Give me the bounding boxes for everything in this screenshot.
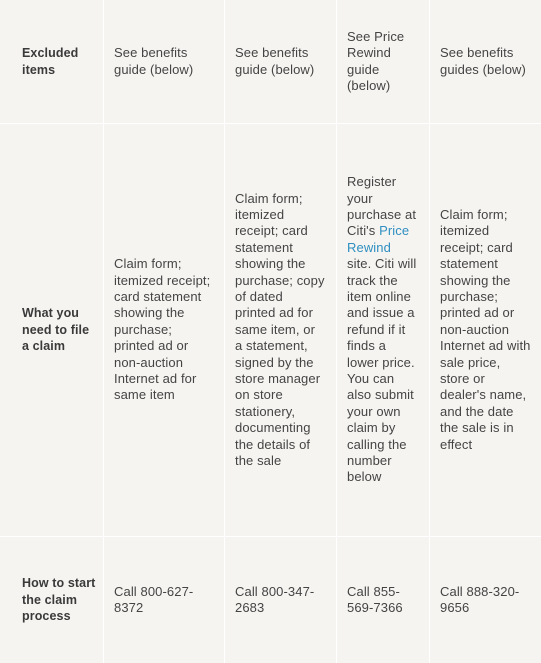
table-cell	[104, 0, 225, 124]
phone-number-text: Call 800-627-8372	[114, 583, 194, 615]
cell-text-after-link: site. Citi will track the item online and issue a refund if it finds a lower price. You can also submit your own claim by calling the number below	[347, 256, 417, 485]
table-cell	[225, 124, 337, 537]
price-rewind-link[interactable]: Price Rewind	[347, 223, 410, 255]
table-cell	[104, 537, 225, 663]
table-cell	[225, 0, 337, 124]
table-cell	[337, 0, 430, 124]
cell-text: Claim form; itemized receipt; card statement showing the purchase; copy of dated printed ad for same item, or a statement, signed by the store manager on store stationery, documenting the details of the sale	[235, 190, 325, 469]
cell-text: Claim form; itemized receipt; card statement showing the purchase; printed ad or non-auction Internet ad for same item	[114, 256, 211, 403]
cell-text	[347, 174, 419, 486]
table-cell	[225, 537, 337, 663]
table-cell	[104, 124, 225, 537]
row-label-text: What you need to file a claim	[22, 306, 90, 354]
row-label-file-claim	[0, 124, 104, 537]
table-cell	[430, 0, 541, 124]
cell-text: See Price Rewind guide (below)	[347, 28, 405, 93]
table-cell	[337, 537, 430, 663]
table-cell	[337, 124, 430, 537]
cell-text-before-link: Register your purchase at Citi's	[347, 174, 417, 239]
cell-text: Claim form; itemized receipt; card statement showing the purchase; printed ad or non-auction Internet ad with sale price, store or dealer's name, and the date the sale is in effect	[440, 206, 531, 452]
row-label-text: How to start the claim process	[22, 576, 96, 624]
table-cell	[430, 124, 541, 537]
cell-text: See benefits guide (below)	[235, 45, 315, 77]
row-label-start-claim	[0, 537, 104, 663]
row-label-excluded-items	[0, 0, 104, 124]
phone-number-text: Call 888-320-9656	[440, 583, 520, 615]
phone-number-text: Call 855-569-7366	[347, 583, 403, 615]
cell-text: See benefits guide (below)	[114, 45, 194, 77]
phone-number-text: Call 800-347-2683	[235, 583, 315, 615]
cell-text: See benefits guides (below)	[440, 45, 526, 77]
row-label-text: Excluded items	[22, 45, 79, 77]
table-cell	[430, 537, 541, 663]
